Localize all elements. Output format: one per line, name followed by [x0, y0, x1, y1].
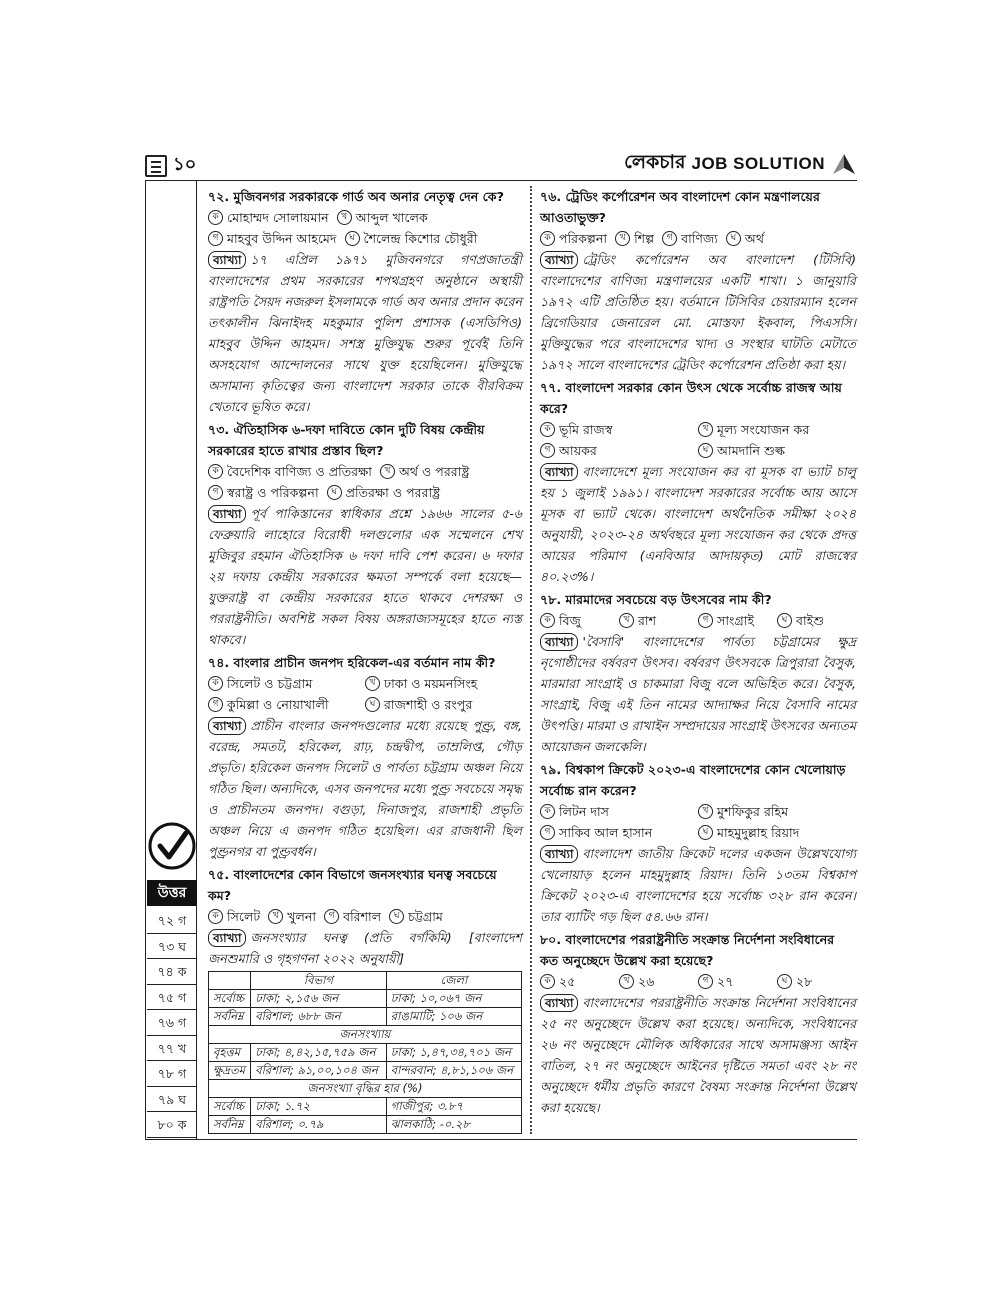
option-text: আমদানি শুল্ক	[717, 443, 786, 458]
answer-item: ৭২ গ	[147, 908, 197, 934]
explanation-tag: ব্যাখ্যা	[540, 633, 578, 651]
option-gha	[777, 610, 856, 631]
table-cell: ঝালকাঠি; -০.২৮	[386, 1116, 521, 1134]
question-text: ৭৫. বাংলাদেশের কোন বিভাগে জনসংখ্যার ঘনত্ব সবচেয়ে কম?	[208, 867, 497, 903]
options	[540, 971, 856, 992]
option-mark: গ	[662, 231, 677, 246]
option-ga	[540, 822, 698, 843]
answer-key	[147, 908, 197, 1138]
option-text: সাকিব আল হাসান	[559, 825, 653, 840]
option-text: পরিকল্পনা	[559, 231, 608, 246]
option-mark: গ	[540, 825, 555, 840]
option-text: অর্থ	[744, 231, 764, 246]
table-header: বিভাগ	[251, 972, 387, 990]
question-72	[208, 186, 522, 417]
explanation-tag: ব্যাখ্যা	[208, 717, 246, 735]
option-text: সিলেট ও চট্টগ্রাম	[227, 676, 313, 691]
option-kha	[698, 801, 856, 822]
explanation-tag: ব্যাখ্যা	[208, 929, 246, 947]
option-gha	[345, 228, 478, 249]
option-gha	[698, 440, 856, 461]
table-cell: বৃহত্তম	[209, 1044, 251, 1062]
explanation-tag: ব্যাখ্যা	[540, 251, 578, 269]
option-mark: ঘ	[698, 825, 713, 840]
option-mark: গ	[208, 697, 223, 712]
option-kha	[619, 971, 698, 992]
option-text: রাশ	[638, 613, 657, 628]
option-mark: খ	[380, 464, 395, 479]
option-mark: গ	[208, 485, 223, 500]
option-mark: গ	[540, 443, 555, 458]
table-cell: ঢাকা; ২,১৫৬ জন	[251, 990, 387, 1008]
option-text: স্বরাষ্ট্র ও পরিকল্পনা	[227, 485, 319, 500]
table-cell: বান্দরবান; ৪,৮১,১০৬ জন	[386, 1062, 521, 1080]
options	[208, 461, 522, 503]
option-kha	[615, 228, 654, 249]
question-80	[540, 929, 856, 1118]
option-mark: গ	[324, 909, 339, 924]
question-text: ৮০. বাংলাদেশের পররাষ্ট্রনীতি সংক্রান্ত নির্দেশনা সংবিধানের কত অনুচ্ছেদে উল্লেখ করা হয়েছে?	[540, 932, 835, 968]
options	[540, 419, 856, 461]
option-mark: খ	[268, 909, 283, 924]
explanation	[540, 249, 856, 375]
option-mark: গ	[208, 231, 223, 246]
option-text: কুমিল্লা ও নোয়াখালী	[227, 697, 329, 712]
table-cell: সর্বনিম্ন	[209, 1008, 251, 1026]
option-mark: ঘ	[777, 613, 792, 628]
option-ga	[662, 228, 718, 249]
option-text: মোহাম্মদ সোলায়মান	[227, 210, 329, 225]
explanation-text: পূর্ব পাকিস্তানের স্বাধিকার প্রশ্নে ১৯৬৬ সালের ৫-৬ ফেব্রুয়ারি লাহোরে বিরোধী দলগুলোর এক সম্মেলনে শেখ মুজিবুর রহমান ঐতিহাসিক ৬ দফা দাবি পেশ করেন। ৬ দফার ২য় দফায় কেন্দ্রীয় সরকারের ক্ষমতা সম্পর্কে বলা হয়েছে— যুক্তরাষ্ট্র বা কেন্দ্রীয় সরকারের হাতে থাকবে দেশরক্ষা ও পররাষ্ট্রনীতি। অবশিষ্ট সকল বিষয় অঙ্গরাজ্যসমূহের হাতে ন্যস্ত থাকবে।	[208, 506, 522, 647]
option-mark: খ	[698, 422, 713, 437]
table-cell: ঢাকা; ১.৭২	[251, 1098, 387, 1116]
right-column	[540, 184, 856, 1118]
table-cell: ঢাকা; ৪,৪২,১৫,৭৫৯ জন	[251, 1044, 387, 1062]
explanation	[208, 503, 522, 650]
option-mark: ঘ	[777, 974, 792, 989]
option-mark: ঘ	[345, 231, 360, 246]
option-text: ২৬	[638, 974, 655, 989]
option-text: বৈদেশিক বাণিজ্য ও প্রতিরক্ষা	[227, 464, 372, 479]
options	[540, 610, 856, 631]
column-divider	[530, 186, 532, 1134]
explanation-text: বাংলাদেশ জাতীয় ক্রিকেট দলের একজন উল্লেখযোগ্য খেলোয়াড় হলেন মাহমুদুল্লাহ রিয়াদ। তিনি ১৩তম বিশ্বকাপ ক্রিকেট ২০২৩-এ বাংলাদেশের হয়ে সর্বোচ্চ ৩২৮ রান করেন। তার ব্যাটিং গড় ছিল ৫৪.৬৬ রান।	[540, 846, 856, 924]
option-text: আয়কর	[559, 443, 597, 458]
table-cell: ঢাকা; ১০,০৬৭ জন	[386, 990, 521, 1008]
question-text: ৭৮. মারমাদের সবচেয়ে বড় উৎসবের নাম কী?	[540, 592, 772, 607]
option-mark: ক	[540, 231, 555, 246]
options	[540, 228, 856, 249]
population-table	[208, 971, 522, 1134]
option-text: লিটন দাস	[559, 804, 609, 819]
table-cell: গাজীপুর; ৩.৮৭	[386, 1098, 521, 1116]
table-cell: সর্বোচ্চ	[209, 1098, 251, 1116]
header-left	[145, 150, 196, 181]
explanation-text: 'বৈসাবি' বাংলাদেশের পার্বত্য চট্টগ্রামের ক্ষুদ্র নৃগোষ্ঠীদের বর্ষবরণ উৎসব। বর্ষবরণ উৎসবকে ত্রিপুরারা বৈসুক, মারমারা সাংগ্রাই ও চাকমারা বিজু বলে অভিহিত করে। বৈসুক, সাংগ্রাই, বিজু এই তিন নামের আদ্যাক্ষর নিয়ে বৈসাবি নামের উৎপত্তি। মারমা ও রাখাইন সম্প্রদায়ের সাংগ্রাই উৎসবের অন্যতম আয়োজন জলকেলি।	[540, 634, 856, 754]
table-cell: সর্বোচ্চ	[209, 990, 251, 1008]
option-text: খুলনা	[287, 909, 317, 924]
table-header-row	[209, 972, 522, 990]
option-text: মাহমুদুল্লাহ রিয়াদ	[717, 825, 800, 840]
table-cell: ক্ষুদ্রতম	[209, 1062, 251, 1080]
answer-item: ৭৪ ক	[147, 959, 197, 985]
explanation	[208, 927, 522, 969]
option-ga	[208, 482, 319, 503]
option-mark: ক	[540, 422, 555, 437]
explanation-text: বাংলাদেশে মূল্য সংযোজন কর বা মূসক বা ভ্যাট চালু হয় ১ জুলাই ১৯৯১। বাংলাদেশ সরকারের সর্বোচ্চ আয় আসে মূসক বা ভ্যাট থেকে। বাংলাদেশ অর্থনৈতিক সমীক্ষা ২০২৪ অনুযায়ী, ২০২৩-২৪ অর্থবছরে মূল্য সংযোজন কর থেকে প্রদত্ত আয়ের পরিমাণ (এনবিআর আদায়কৃত) মোট রাজস্বের ৪০.২৩%।	[540, 464, 856, 584]
option-mark: ক	[208, 909, 223, 924]
option-mark: খ	[619, 613, 634, 628]
question-text: ৭৬. ট্রেডিং কর্পোরেশন অব বাংলাদেশ কোন মন্ত্রণালয়ের আওতাভুক্ত?	[540, 189, 820, 225]
option-mark: ক	[540, 974, 555, 989]
question-text: ৭৪. বাংলার প্রাচীন জনপদ হরিকেল-এর বর্তমান নাম কী?	[208, 655, 496, 670]
option-gha	[365, 694, 522, 715]
question-78	[540, 589, 856, 757]
table-cell: বরিশাল; ০.৭৯	[251, 1116, 387, 1134]
answer-item: ৮০ ক	[147, 1112, 197, 1138]
answer-item: ৭৫ গ	[147, 985, 197, 1011]
explanation	[540, 992, 856, 1118]
question-76	[540, 186, 856, 375]
table-section-row	[209, 1080, 522, 1098]
question-79	[540, 759, 856, 927]
explanation	[540, 461, 856, 587]
table-row	[209, 1044, 522, 1062]
table-cell	[209, 972, 251, 990]
option-ka	[208, 906, 260, 927]
option-kha	[337, 207, 428, 228]
header-brand	[624, 148, 857, 180]
explanation	[208, 249, 522, 417]
option-mark: খ	[337, 210, 352, 225]
option-text: সাংগ্রাই	[717, 613, 755, 628]
answer-item: ৭৮ গ	[147, 1061, 197, 1087]
brand-name-bn: লেকচার	[624, 151, 686, 173]
question-73	[208, 419, 522, 650]
option-ka	[540, 228, 607, 249]
question-text: ৭২. মুজিবনগর সরকারকে গার্ড অব অনার নেতৃত্ব দেন কে?	[208, 189, 504, 204]
left-column	[208, 184, 522, 1134]
explanation	[208, 715, 522, 862]
table-section-row	[209, 1026, 522, 1044]
explanation-tag: ব্যাখ্যা	[208, 251, 246, 269]
explanation-tag: ব্যাখ্যা	[540, 463, 578, 481]
option-mark: ঘ	[389, 909, 404, 924]
option-gha	[327, 482, 441, 503]
options	[540, 801, 856, 843]
explanation-tag: ব্যাখ্যা	[208, 505, 246, 523]
option-text: বাইশু	[796, 613, 825, 628]
option-kha	[619, 610, 698, 631]
question-text: ৭৯. বিশ্বকাপ ক্রিকেট ২০২৩-এ বাংলাদেশের কোন খেলোয়াড় সর্বোচ্চ রান করেন?	[540, 762, 846, 798]
option-text: ঢাকা ও ময়মনসিংহ	[384, 676, 478, 691]
option-mark: ঘ	[698, 443, 713, 458]
option-text: শৈলেন্দ্র কিশোর চৌধুরী	[363, 231, 478, 246]
option-gha	[777, 971, 856, 992]
option-text: শিল্প	[634, 231, 655, 246]
question-text: ৭৩. ঐতিহাসিক ৬-দফা দাবিতে কোন দুটি বিষয় কেন্দ্রীয় সরকারের হাতে রাখার প্রস্তাব ছিল?	[208, 422, 485, 458]
option-ka	[208, 461, 372, 482]
table-row	[209, 1008, 522, 1026]
options	[208, 673, 522, 715]
option-text: রাজশাহী ও রংপুর	[384, 697, 473, 712]
option-text: মূল্য সংযোজন কর	[717, 422, 810, 437]
option-ka	[208, 207, 329, 228]
option-text: বিজু	[559, 613, 581, 628]
option-ka	[208, 673, 365, 694]
page-number: ১০	[173, 154, 197, 175]
option-text: ২৮	[796, 974, 813, 989]
option-ga	[698, 610, 777, 631]
option-kha	[380, 461, 469, 482]
answer-item: ৭৭ খ	[147, 1036, 197, 1062]
option-ga	[698, 971, 777, 992]
table-row	[209, 1062, 522, 1080]
table-row	[209, 1116, 522, 1134]
explanation	[540, 631, 856, 757]
book-icon	[145, 155, 167, 177]
table-section: জনসংখ্যায়	[209, 1026, 522, 1044]
option-text: ভূমি রাজস্ব	[559, 422, 613, 437]
option-mark: গ	[698, 613, 713, 628]
table-cell: রাঙামাটি; ১০৬ জন	[386, 1008, 521, 1026]
explanation-text: ট্রেডিং কর্পোরেশন অব বাংলাদেশ (টিসিবি) বাংলাদেশের বাণিজ্য মন্ত্রণালয়ের একটি শাখা। ১ জানুয়ারি ১৯৭২ এটি প্রতিষ্ঠিত হয়। বর্তমানে টিসিবির চেয়ারম্যান হলেন ব্রিগেডিয়ার জেনারেল মো. মোস্তফা ইকবাল, পিএসসি। মুক্তিযুদ্ধের পরে বাংলাদেশের খাদ্য ও সংস্থার ঘাটতি মেটাতে ১৯৭২ সালে বাংলাদেশের ট্রেডিং কর্পোরেশন প্রতিষ্ঠা করা হয়।	[540, 252, 856, 372]
table-section: জনসংখ্যা বৃদ্ধির হার (%)	[209, 1080, 522, 1098]
option-ga	[324, 906, 381, 927]
question-75	[208, 864, 522, 1134]
options	[208, 207, 522, 249]
option-gha	[726, 228, 764, 249]
option-text: অর্থ ও পররাষ্ট্র	[398, 464, 470, 479]
option-mark: ক	[208, 676, 223, 691]
option-mark: ক	[208, 210, 223, 225]
option-kha	[365, 673, 522, 694]
page-header	[145, 148, 857, 180]
option-text: প্রতিরক্ষা ও পররাষ্ট্র	[345, 485, 441, 500]
logo-icon	[831, 152, 857, 176]
brand-name-en: JOB SOLUTION	[691, 154, 825, 173]
table-cell: সর্বনিম্ন	[209, 1116, 251, 1134]
explanation-tag: ব্যাখ্যা	[540, 994, 578, 1012]
options	[208, 906, 522, 927]
answer-item: ৭৬ গ	[147, 1010, 197, 1036]
question-text: ৭৭. বাংলাদেশ সরকার কোন উৎস থেকে সর্বোচ্চ রাজস্ব আয় করে?	[540, 380, 842, 416]
option-text: মুশফিকুর রহিম	[717, 804, 789, 819]
option-mark: খ	[615, 231, 630, 246]
table-header: জেলা	[386, 972, 521, 990]
explanation-text: প্রাচীন বাংলার জনপদগুলোর মধ্যে রয়েছে পুণ্ড্র, বঙ্গ, বরেন্দ্র, সমতট, হরিকেল, রাঢ়, চন্দ্রদ্বীপ, তাম্রলিপ্ত, গৌড় প্রভৃতি। হরিকেল জনপদ সিলেট ও পার্বত্য চট্টগ্রাম অঞ্চল নিয়ে গঠিত ছিল। অন্যদিকে, এসব জনপদের মধ্যে পুণ্ড্র সবচেয়ে সমৃদ্ধ ও প্রাচীনতম জনপদ। বগুড়া, দিনাজপুর, রাজশাহী প্রভৃতি অঞ্চল নিয়ে এ জনপদ গঠিত হয়েছিল। এর রাজধানী ছিল পুণ্ড্রনগর বা পুণ্ড্রবর্ধন।	[208, 718, 522, 859]
explanation-tag: ব্যাখ্যা	[540, 845, 578, 863]
checkmark-icon	[147, 818, 197, 874]
option-kha	[268, 906, 316, 927]
option-mark: ঘ	[365, 697, 380, 712]
question-74	[208, 652, 522, 862]
option-ka	[540, 419, 698, 440]
option-ka	[540, 971, 619, 992]
option-text: ২৭	[717, 974, 734, 989]
table-cell: বরিশাল; ৬৮৮ জন	[251, 1008, 387, 1026]
explanation-text: ১৭ এপ্রিল ১৯৭১ মুজিবনগরে গণপ্রজাতন্ত্রী বাংলাদেশের প্রথম সরকারের শপথগ্রহণ অনুষ্ঠানে অস্থায়ী রাষ্ট্রপতি সৈয়দ নজরুল ইসলামকে গার্ড অব অনার প্রদান করেন তৎকালীন ঝিনাইদহ মহকুমার পুলিশ প্রশাসক (এসডিপিও) মাহবুব উদ্দিন আহমদ। সশস্ত্র মুক্তিযুদ্ধ শুরুর পূর্বেই তিনি অসহযোগ আন্দোলনের সাথে যুক্ত হয়েছিলেন। মুক্তিযুদ্ধে অসামান্য কৃতিত্বের জন্য বাংলাদেশ সরকার তাকে বীরবিক্রম খেতাবে ভূষিত করে।	[208, 252, 522, 414]
option-text: আব্দুল খালেক	[355, 210, 428, 225]
option-mark: ক	[540, 804, 555, 819]
option-ka	[540, 610, 619, 631]
table-row	[209, 990, 522, 1008]
explanation-text: বাংলাদেশের পররাষ্ট্রনীতি সংক্রান্ত নির্দেশনা সংবিধানের ২৫ নং অনুচ্ছেদে উল্লেখ করা হয়েছে। অন্যদিকে, সংবিধানের ২৬ নং অনুচ্ছেদে মৌলিক অধিকারের সাথে অসামঞ্জস্য আইন বাতিল, ২৭ নং অনুচ্ছেদে আইনের দৃষ্টিতে সমতা এবং ২৮ নং অনুচ্ছেদে ধর্মীয় প্রভৃতি কারণে বৈষম্য সংক্রান্ত নির্দেশনা উল্লেখ করা হয়েছে।	[540, 995, 856, 1115]
table-cell: বরিশাল; ৯১,০০,১০৪ জন	[251, 1062, 387, 1080]
option-text: চট্টগ্রাম	[408, 909, 443, 924]
option-mark: খ	[365, 676, 380, 691]
option-mark: ঘ	[327, 485, 342, 500]
option-ga	[540, 440, 698, 461]
answer-item: ৭৩ ঘ	[147, 934, 197, 960]
option-text: ২৫	[559, 974, 576, 989]
option-text: বরিশাল	[343, 909, 382, 924]
option-mark: খ	[619, 974, 634, 989]
answer-item: ৭৯ ঘ	[147, 1087, 197, 1113]
option-mark: ঘ	[726, 231, 741, 246]
explanation	[540, 843, 856, 927]
question-77	[540, 377, 856, 587]
option-mark: খ	[698, 804, 713, 819]
answer-key-title: উত্তর	[147, 880, 197, 906]
option-text: মাহবুব উদ্দিন আহমেদ	[227, 231, 337, 246]
option-gha	[389, 906, 443, 927]
table-cell: ঢাকা; ১,৪৭,৩৪,৭০১ জন	[386, 1044, 521, 1062]
option-ga	[208, 694, 365, 715]
option-mark: ক	[540, 613, 555, 628]
option-mark: ক	[208, 464, 223, 479]
option-ga	[208, 228, 337, 249]
option-ka	[540, 801, 698, 822]
option-mark: গ	[698, 974, 713, 989]
table-row	[209, 1098, 522, 1116]
option-text: সিলেট	[227, 909, 261, 924]
option-gha	[698, 822, 856, 843]
option-text: বাণিজ্য	[681, 231, 718, 246]
explanation-text: জনসংখ্যার ঘনত্ব (প্রতি বর্গকিমি) [বাংলাদেশ জনশুমারি ও গৃহগণনা ২০২২ অনুযায়ী]	[208, 930, 522, 966]
option-kha	[698, 419, 856, 440]
